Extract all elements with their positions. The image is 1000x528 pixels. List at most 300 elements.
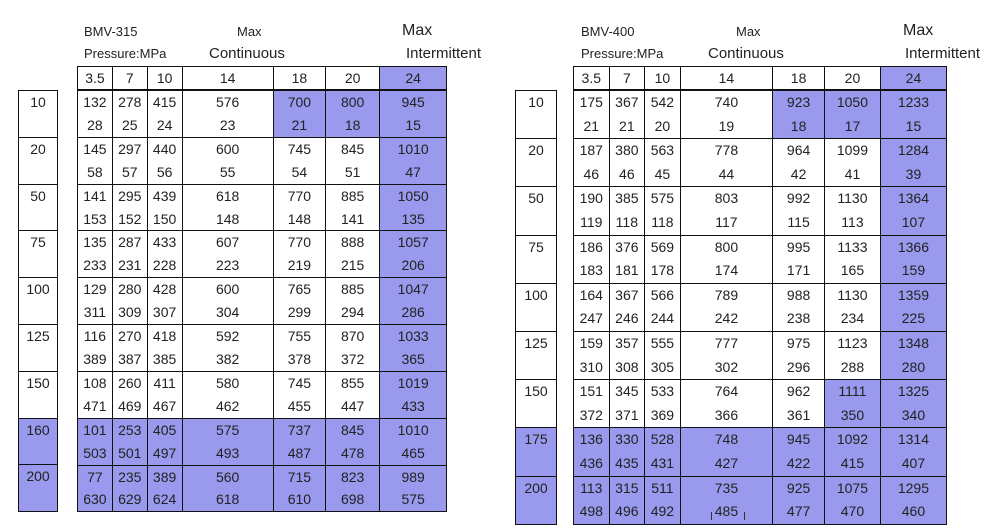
table-cell: 299 (273, 301, 325, 324)
pressure-header-row (573, 66, 947, 90)
table-row (78, 91, 447, 114)
table-row (574, 139, 947, 163)
table-cell: 800 (326, 91, 380, 114)
table-cell: 471 (78, 395, 113, 418)
table-row (574, 331, 947, 355)
table-cell: 15 (380, 114, 447, 137)
table-cell: 187 (574, 139, 610, 163)
table-cell: 737 (273, 418, 325, 441)
table-cell: 24 (147, 114, 182, 137)
table-cell: 148 (273, 208, 325, 231)
table-cell: 385 (609, 187, 645, 211)
table-cell: 1010 (380, 137, 447, 160)
pressure-header-cell: 7 (112, 67, 147, 90)
table-row (78, 465, 447, 488)
displacement-cell-spacer (516, 500, 557, 524)
table-cell: 21 (574, 115, 610, 139)
displacement-cell-spacer (516, 307, 557, 331)
table-cell: 855 (326, 371, 380, 394)
table-cell: 778 (680, 139, 772, 163)
displacement-cell-spacer (516, 356, 557, 380)
table-cell: 371 (609, 404, 645, 428)
displacement-cell-spacer (516, 259, 557, 283)
table-cell: 15 (880, 115, 946, 139)
pressure-header-cell: 20 (326, 67, 380, 90)
table-cell: 600 (182, 137, 273, 160)
table-cell: 190 (574, 187, 610, 211)
table-cell: 503 (78, 442, 113, 465)
table-cell: 427 (680, 452, 772, 476)
table-cell: 1050 (825, 91, 881, 115)
table-cell: 439 (147, 184, 182, 207)
table-cell: 1295 (880, 476, 946, 500)
table-cell: 433 (147, 231, 182, 254)
table-cell: 55 (182, 161, 273, 184)
table-cell: 135 (78, 231, 113, 254)
table-cell: 592 (182, 325, 273, 348)
table-cell: 870 (326, 325, 380, 348)
pressure-header-row (77, 66, 447, 90)
max-intermittent-label: Max (402, 22, 433, 39)
table-row (78, 137, 447, 160)
table-cell: 493 (182, 442, 273, 465)
table-cell: 770 (273, 231, 325, 254)
table-cell: 57 (112, 161, 147, 184)
table-cell: 178 (645, 259, 681, 283)
intermittent-label: Intermittent (905, 45, 981, 62)
table-cell: 1359 (880, 283, 946, 307)
table-cell: 465 (380, 442, 447, 465)
table-cell: 17 (825, 115, 881, 139)
table-cell: 576 (182, 91, 273, 114)
table-cell: 51 (326, 161, 380, 184)
table-cell: 148 (182, 208, 273, 231)
table-cell: 296 (773, 356, 825, 380)
table-row (574, 163, 947, 187)
table-cell: 287 (112, 231, 147, 254)
pressure-header-cell: 14 (680, 67, 772, 90)
table-cell: 186 (574, 235, 610, 259)
table-cell: 533 (645, 380, 681, 404)
table-row (574, 307, 947, 331)
table-row (78, 254, 447, 277)
intermittent-label: Intermittent (406, 45, 482, 62)
table-cell: 233 (78, 254, 113, 277)
table-cell: 309 (112, 301, 147, 324)
table-cell: 440 (147, 137, 182, 160)
pressure-header-cell: 3.5 (78, 67, 113, 90)
table-cell: 748 (680, 428, 772, 452)
table-cell: 46 (609, 163, 645, 187)
table-row (78, 488, 447, 511)
table-cell: 151 (574, 380, 610, 404)
table-row (574, 356, 947, 380)
table-cell: 253 (112, 418, 147, 441)
displacement-cell: 100 (516, 283, 557, 307)
table-cell: 497 (147, 442, 182, 465)
table-cell: 118 (645, 211, 681, 235)
table-cell: 1075 (825, 476, 881, 500)
table-cell: 845 (326, 137, 380, 160)
table-cell: 764 (680, 380, 772, 404)
table-cell: 405 (147, 418, 182, 441)
table-cell: 369 (645, 404, 681, 428)
model-label: BMV-315 (84, 24, 138, 39)
table-cell: 174 (680, 259, 772, 283)
table-cell: 575 (182, 418, 273, 441)
displacement-cell: 50 (516, 187, 557, 211)
table-cell: 231 (112, 254, 147, 277)
table-cell: 575 (380, 488, 447, 511)
table-cell: 618 (182, 488, 273, 511)
table-cell: 21 (273, 114, 325, 137)
table-cell: 1033 (380, 325, 447, 348)
table-row (574, 452, 947, 476)
table-cell: 1092 (825, 428, 881, 452)
table-cell: 159 (880, 259, 946, 283)
pressure-header-cell: 20 (825, 67, 881, 90)
table-cell: 242 (680, 307, 772, 331)
table-cell: 247 (574, 307, 610, 331)
table-cell: 297 (112, 137, 147, 160)
table-cell: 1130 (825, 283, 881, 307)
table-cell: 223 (182, 254, 273, 277)
displacement-cell: 125 (19, 324, 58, 347)
table-row (574, 115, 947, 139)
table-cell: 304 (182, 301, 273, 324)
table-cell: 845 (326, 418, 380, 441)
table-cell: 580 (182, 371, 273, 394)
table-cell: 407 (880, 452, 946, 476)
table-cell: 246 (609, 307, 645, 331)
table-cell: 888 (326, 231, 380, 254)
table-row (78, 371, 447, 394)
table-row (78, 184, 447, 207)
table-cell: 575 (645, 187, 681, 211)
table-cell: 305 (645, 356, 681, 380)
table-cell: 1133 (825, 235, 881, 259)
table-row (574, 259, 947, 283)
table-cell: 145 (78, 137, 113, 160)
table-cell: 183 (574, 259, 610, 283)
table-cell: 989 (380, 465, 447, 488)
table-cell: 555 (645, 331, 681, 355)
table-cell: 1047 (380, 278, 447, 301)
table-cell: 477 (773, 500, 825, 524)
table-cell: 789 (680, 283, 772, 307)
pressure-label: Pressure:MPa (581, 46, 664, 61)
table-cell: 308 (609, 356, 645, 380)
table-cell: 380 (609, 139, 645, 163)
displacement-cell-spacer (19, 441, 58, 464)
table-cell: 455 (273, 395, 325, 418)
table-cell: 45 (645, 163, 681, 187)
displacement-column (18, 90, 58, 512)
data-grid (77, 90, 447, 512)
table-cell: 357 (609, 331, 645, 355)
table-cell: 135 (380, 208, 447, 231)
table-cell: 600 (182, 278, 273, 301)
table-cell: 113 (574, 476, 610, 500)
table-cell: 28 (78, 114, 113, 137)
displacement-cell-spacer (516, 115, 557, 139)
table-cell: 1099 (825, 139, 881, 163)
table-cell: 234 (825, 307, 881, 331)
table-cell: 315 (609, 476, 645, 500)
table-cell: 1130 (825, 187, 881, 211)
table-cell: 244 (645, 307, 681, 331)
table-cell: 101 (78, 418, 113, 441)
table-row (574, 283, 947, 307)
continuous-label: Continuous (708, 45, 784, 62)
table-panel-bmv315 (0, 0, 490, 528)
table-row (78, 301, 447, 324)
table-cell: 206 (380, 254, 447, 277)
table-cell: 436 (574, 452, 610, 476)
table-cell: 975 (773, 331, 825, 355)
table-cell: 745 (273, 371, 325, 394)
table-cell: 18 (326, 114, 380, 137)
table-cell: 136 (574, 428, 610, 452)
displacement-cell: 20 (516, 139, 557, 163)
displacement-cell-spacer (19, 301, 58, 324)
table-cell: 165 (825, 259, 881, 283)
table-row (78, 231, 447, 254)
table-cell: 1233 (880, 91, 946, 115)
displacement-cell: 150 (516, 380, 557, 404)
max-intermittent-label: Max (903, 22, 934, 39)
table-cell: 56 (147, 161, 182, 184)
displacement-cell: 10 (19, 91, 58, 114)
pressure-header-cell: 18 (773, 67, 825, 90)
table-row (574, 211, 947, 235)
displacement-cell: 200 (19, 465, 58, 488)
table-cell: 108 (78, 371, 113, 394)
table-cell: 411 (147, 371, 182, 394)
table-cell: 995 (773, 235, 825, 259)
displacement-cell: 10 (516, 91, 557, 115)
displacement-cell: 200 (516, 476, 557, 500)
table-cell: 1314 (880, 428, 946, 452)
table-cell: 311 (78, 301, 113, 324)
table-cell: 260 (112, 371, 147, 394)
table-cell: 1364 (880, 187, 946, 211)
pressure-header-cell: 10 (147, 67, 182, 90)
table-cell: 629 (112, 488, 147, 511)
table-cell: 770 (273, 184, 325, 207)
table-cell: 925 (773, 476, 825, 500)
displacement-cell: 125 (516, 331, 557, 355)
displacement-cell-spacer (516, 404, 557, 428)
max-label: Max (736, 24, 761, 39)
table-cell: 378 (273, 348, 325, 371)
table-row (78, 395, 447, 418)
table-cell: 566 (645, 283, 681, 307)
pressure-header-cell: 3.5 (574, 67, 610, 90)
table-cell: 618 (182, 184, 273, 207)
table-cell: 698 (326, 488, 380, 511)
pressure-header-cell: 10 (645, 67, 681, 90)
table-cell: 19 (680, 115, 772, 139)
table-cell: 115 (773, 211, 825, 235)
table-cell: 382 (182, 348, 273, 371)
table-cell: 431 (645, 452, 681, 476)
table-cell: 44 (680, 163, 772, 187)
displacement-cell: 50 (19, 184, 58, 207)
table-cell: 428 (147, 278, 182, 301)
displacement-cell-spacer (516, 163, 557, 187)
table-cell: 415 (147, 91, 182, 114)
table-cell: 367 (609, 91, 645, 115)
table-cell: 295 (112, 184, 147, 207)
table-cell: 278 (112, 91, 147, 114)
displacement-cell: 100 (19, 278, 58, 301)
table-cell: 47 (380, 161, 447, 184)
table-row (574, 380, 947, 404)
table-cell: 118 (609, 211, 645, 235)
table-cell: 624 (147, 488, 182, 511)
table-cell: 280 (880, 356, 946, 380)
table-row (78, 278, 447, 301)
table-row (78, 161, 447, 184)
table-row (78, 348, 447, 371)
table-cell: 171 (773, 259, 825, 283)
table-cell: 376 (609, 235, 645, 259)
pressure-label: Pressure:MPa (84, 46, 167, 61)
continuous-label: Continuous (209, 45, 285, 62)
table-cell: 150 (147, 208, 182, 231)
table-cell: 365 (380, 348, 447, 371)
table-cell: 345 (609, 380, 645, 404)
table-cell: 132 (78, 91, 113, 114)
table-cell: 153 (78, 208, 113, 231)
table-cell: 528 (645, 428, 681, 452)
table-row (574, 404, 947, 428)
table-cell: 492 (645, 500, 681, 524)
table-cell: 563 (645, 139, 681, 163)
table-row (574, 500, 947, 524)
displacement-cell-spacer (19, 488, 58, 511)
displacement-cell-spacer (19, 208, 58, 231)
table-row (574, 476, 947, 500)
table-cell: 270 (112, 325, 147, 348)
table-cell: 735 (680, 476, 772, 500)
displacement-cell: 75 (19, 231, 58, 254)
table-cell: 745 (273, 137, 325, 160)
table-cell: 152 (112, 208, 147, 231)
table-cell: 215 (326, 254, 380, 277)
table-cell: 1057 (380, 231, 447, 254)
table-cell: 141 (326, 208, 380, 231)
table-cell: 372 (326, 348, 380, 371)
table-cell: 740 (680, 91, 772, 115)
displacement-cell-spacer (19, 348, 58, 371)
table-cell: 41 (825, 163, 881, 187)
table-cell: 715 (273, 465, 325, 488)
table-cell: 542 (645, 91, 681, 115)
table-cell: 803 (680, 187, 772, 211)
table-cell: 58 (78, 161, 113, 184)
table-cell: 361 (773, 404, 825, 428)
table-cell: 181 (609, 259, 645, 283)
table-cell: 1366 (880, 235, 946, 259)
displacement-cell-spacer (19, 395, 58, 418)
table-cell: 1010 (380, 418, 447, 441)
table-cell: 46 (574, 163, 610, 187)
table-cell: 119 (574, 211, 610, 235)
table-cell: 367 (609, 283, 645, 307)
table-cell: 992 (773, 187, 825, 211)
table-cell: 116 (78, 325, 113, 348)
pressure-header-cell: 24 (880, 67, 946, 90)
table-cell: 498 (574, 500, 610, 524)
table-row (574, 187, 947, 211)
table-row (78, 208, 447, 231)
pressure-header-cell: 18 (273, 67, 325, 90)
displacement-cell-spacer (516, 452, 557, 476)
table-cell: 755 (273, 325, 325, 348)
table-cell: 280 (112, 278, 147, 301)
pressure-header-cell: 14 (182, 67, 273, 90)
table-cell: 389 (147, 465, 182, 488)
table-cell: 107 (880, 211, 946, 235)
table-cell: 885 (326, 184, 380, 207)
table-cell: 159 (574, 331, 610, 355)
table-cell: 462 (182, 395, 273, 418)
table-cell: 1123 (825, 331, 881, 355)
table-cell: 141 (78, 184, 113, 207)
table-cell: 340 (880, 404, 946, 428)
max-label: Max (237, 24, 262, 39)
table-cell: 470 (825, 500, 881, 524)
table-cell: 23 (182, 114, 273, 137)
table-cell: 175 (574, 91, 610, 115)
table-cell: 389 (78, 348, 113, 371)
table-cell: 42 (773, 163, 825, 187)
table-cell: 39 (880, 163, 946, 187)
table-cell: 164 (574, 283, 610, 307)
table-cell: 387 (112, 348, 147, 371)
table-cell: 885 (326, 278, 380, 301)
table-cell: 511 (645, 476, 681, 500)
model-label: BMV-400 (581, 24, 635, 39)
table-cell: 1050 (380, 184, 447, 207)
table-cell: 20 (645, 115, 681, 139)
table-cell: 54 (273, 161, 325, 184)
pressure-header-cell: 7 (609, 67, 645, 90)
table-cell: 117 (680, 211, 772, 235)
table-cell: 478 (326, 442, 380, 465)
table-cell: 962 (773, 380, 825, 404)
displacement-column (515, 90, 557, 525)
displacement-cell-spacer (19, 254, 58, 277)
table-cell: 310 (574, 356, 610, 380)
table-cell: 77 (78, 465, 113, 488)
table-cell: 610 (273, 488, 325, 511)
displacement-cell: 75 (516, 235, 557, 259)
table-cell: 238 (773, 307, 825, 331)
table-cell: 228 (147, 254, 182, 277)
table-cell: 433 (380, 395, 447, 418)
table-cell: 422 (773, 452, 825, 476)
table-row (574, 235, 947, 259)
table-cell: 485 (680, 500, 772, 524)
table-cell: 823 (326, 465, 380, 488)
table-cell: 18 (773, 115, 825, 139)
displacement-cell: 20 (19, 137, 58, 160)
displacement-cell: 175 (516, 428, 557, 452)
table-row (78, 442, 447, 465)
